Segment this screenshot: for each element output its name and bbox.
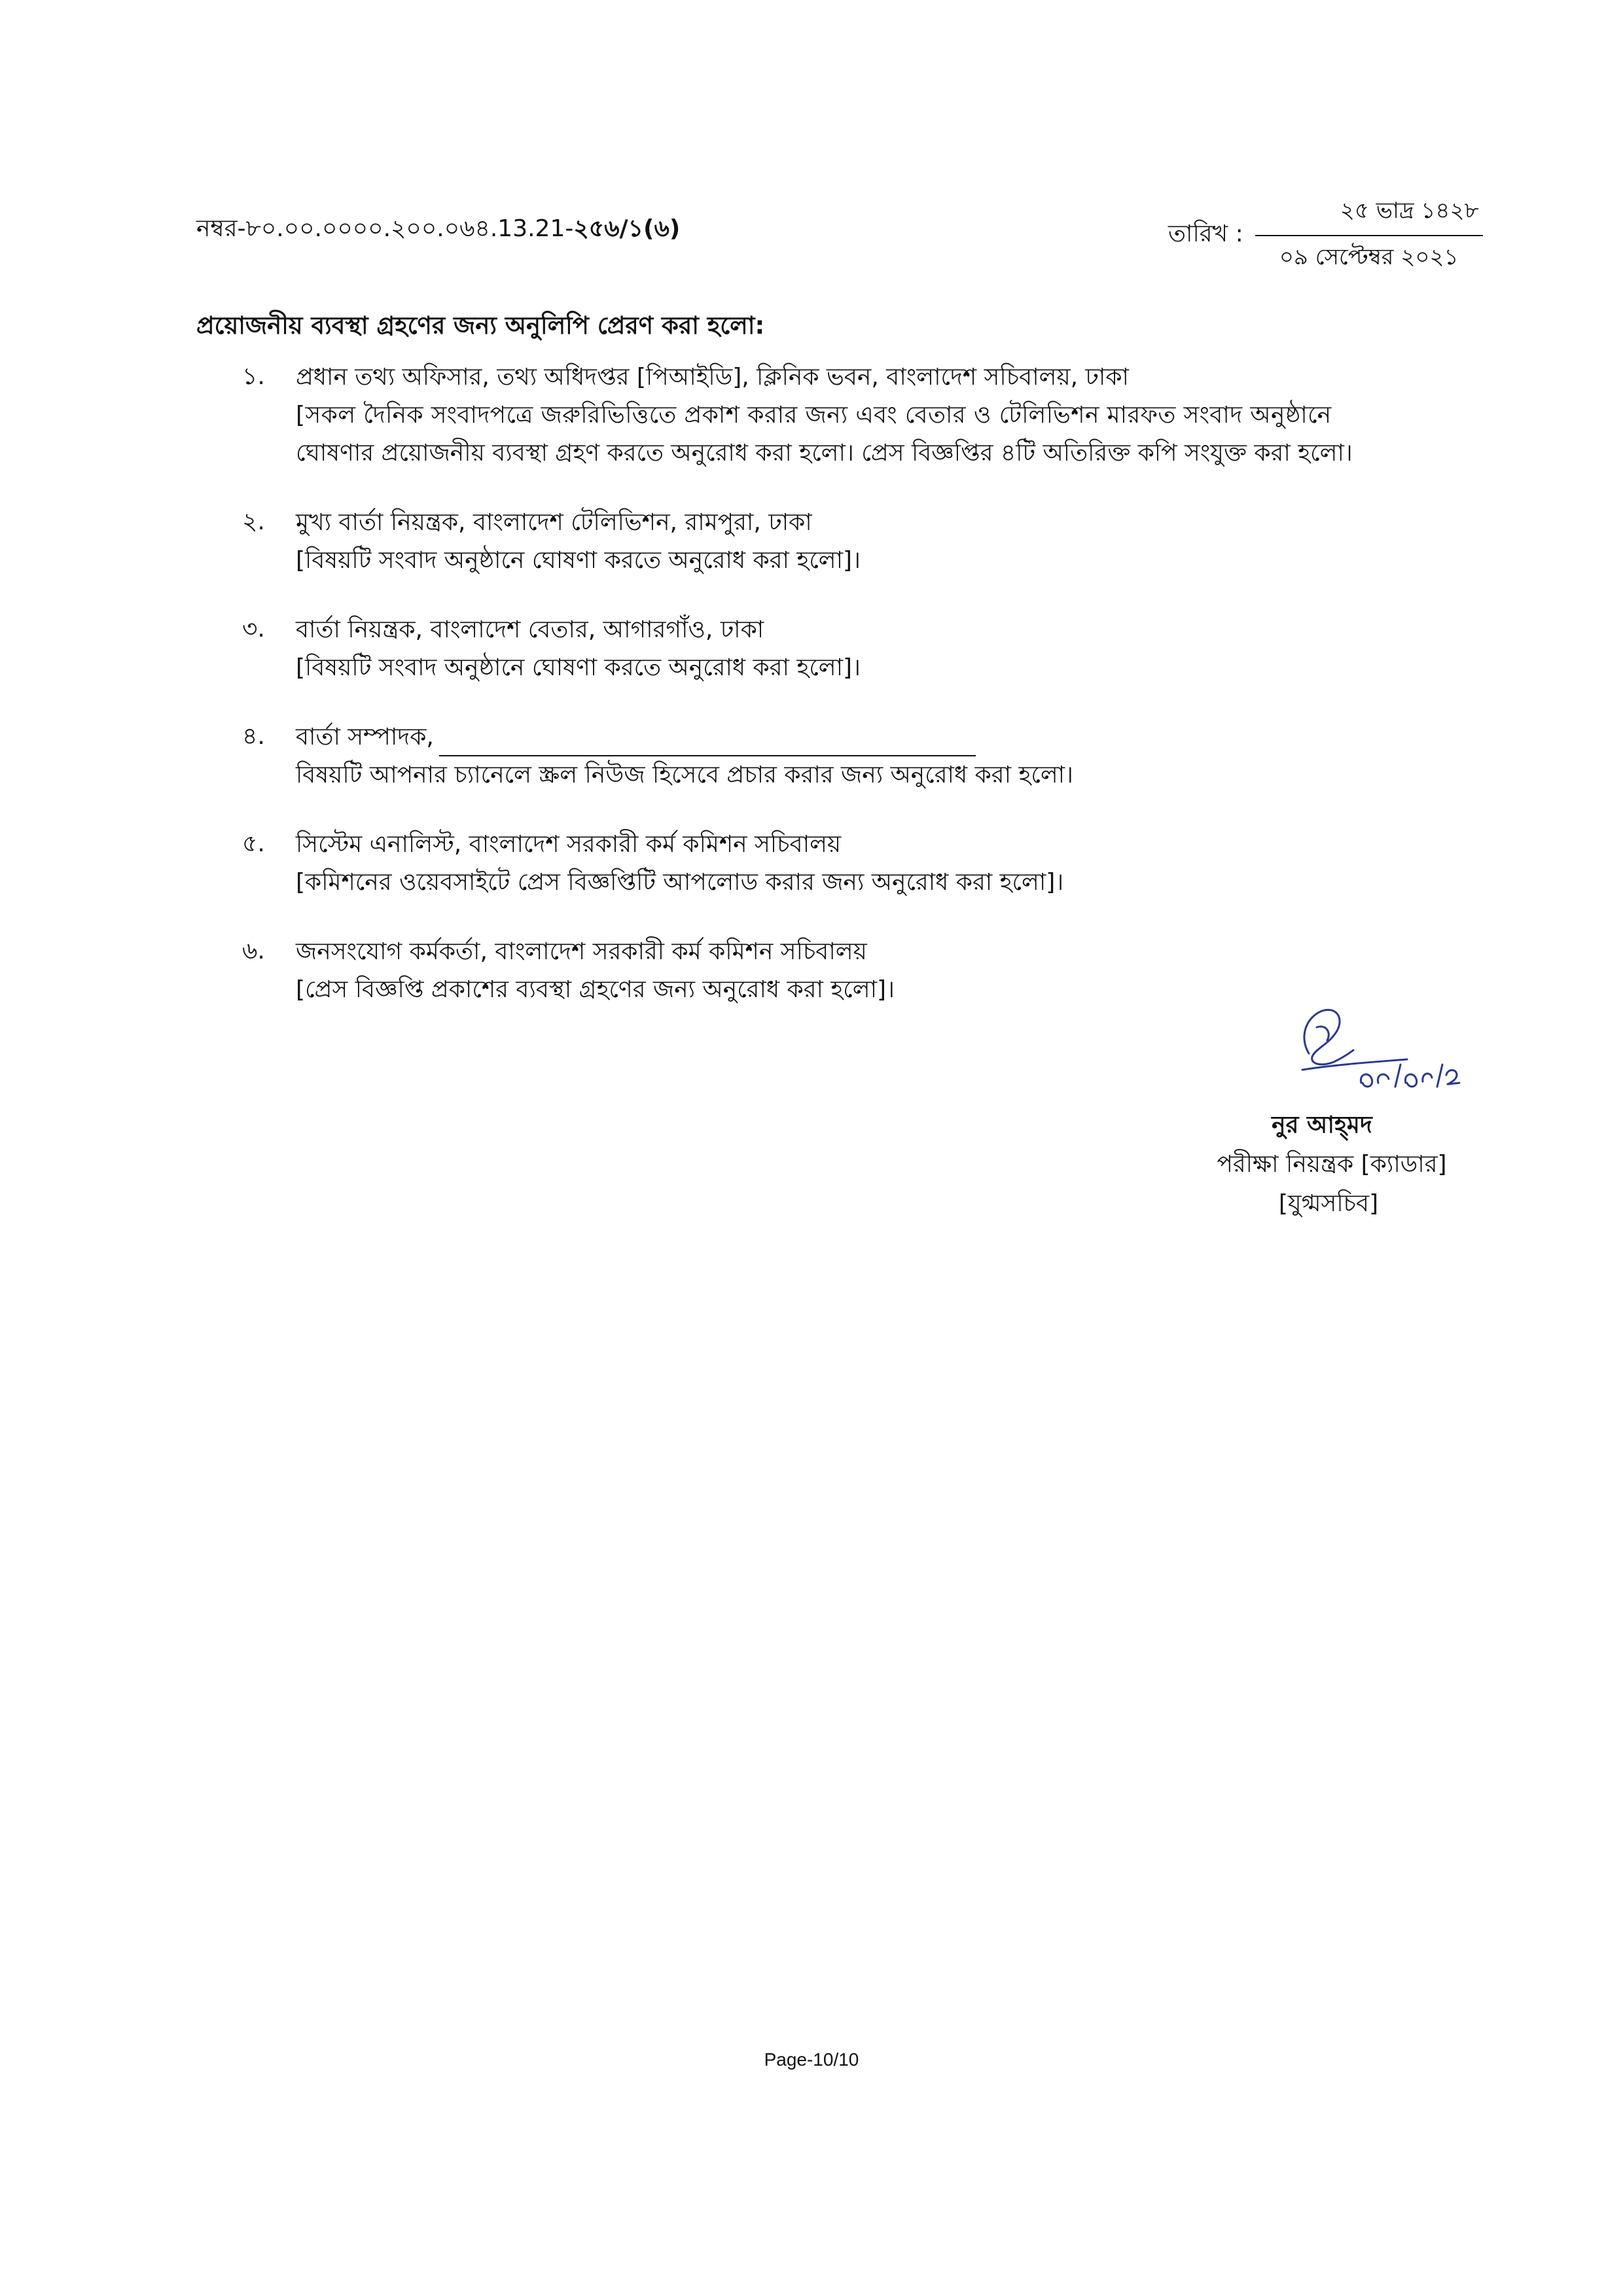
item-recipient: বার্তা সম্পাদক, — [296, 724, 434, 751]
list-item — [242, 504, 1479, 580]
item-recipient-row — [296, 718, 1479, 756]
item-note: [বিষয়টি সংবাদ অনুষ্ঠানে ঘোষণা করতে অনুরোধ করা হলো]। — [296, 654, 861, 681]
date-label: তারিখ : — [1168, 221, 1243, 247]
date-fraction — [1255, 194, 1483, 277]
item-recipient: মুখ্য বার্তা নিয়ন্ত্রক, বাংলাদেশ টেলিভিশন, রামপুরা, ঢাকা — [296, 509, 812, 536]
item-number: ৬. — [242, 938, 265, 964]
item-number: ৫. — [242, 830, 265, 857]
item-body — [296, 504, 1479, 580]
item-note: [সকল দৈনিক সংবাদপত্রে জরুরিভিত্তিতে প্রকাশ করার জন্য এবং বেতার ও টেলিভিশন মারফত সংবাদ অনুষ্ঠানে — [296, 402, 1332, 429]
item-note: [বিষয়টি সংবাদ অনুষ্ঠানে ঘোষণা করতে অনুরোধ করা হলো]। — [296, 547, 861, 574]
item-number: ৩. — [242, 616, 265, 643]
list-item — [242, 826, 1479, 902]
item-number: ৪. — [242, 723, 265, 750]
item-number: ২. — [242, 508, 265, 535]
list-item — [242, 718, 1479, 794]
item-note: [কমিশনের ওয়েবসাইটে প্রেস বিজ্ঞপ্তিটি আপলোড করার জন্য অনুরোধ করা হলো]। — [296, 869, 1064, 896]
memo-number-prefix: নম্বর-৮০.০০.০০০০.২০০.০৬৪.13.21- — [196, 215, 574, 242]
list-item — [242, 359, 1479, 472]
item-recipient: সিস্টেম এনালিস্ট, বাংলাদেশ সরকারী কর্ম কমিশন সচিবালয় — [296, 831, 842, 858]
item-note: বিষয়টি আপনার চ্যানেলে স্ক্রল নিউজ হিসেবে প্রচার করার জন্য অনুরোধ করা হলো। — [296, 762, 1073, 788]
signatory-block — [1165, 1106, 1453, 1224]
date-block — [1168, 194, 1483, 277]
list-item — [242, 611, 1479, 687]
item-recipient: জনসংযোগ কর্মকর্তা, বাংলাদেশ সরকারী কর্ম কমিশন সচিবালয় — [296, 938, 867, 965]
date-english: ০৯ সেপ্টেম্বর ২০২১ — [1279, 244, 1459, 270]
signature-strokes — [1302, 1010, 1459, 1087]
distribution-list — [242, 359, 1479, 1040]
item-body — [296, 826, 1479, 902]
item-note: [প্রেস বিজ্ঞপ্তি প্রকাশের ব্যবস্থা গ্রহণের জন্য অনুরোধ করা হলো]। — [296, 976, 895, 1003]
signatory-name: নুর আহ্‌মদ — [1272, 1112, 1372, 1139]
item-recipient: প্রধান তথ্য অফিসার, তথ্য অধিদপ্তর [পিআইডি], ক্লিনিক ভবন, বাংলাদেশ সচিবালয়, ঢাকা — [296, 364, 1129, 391]
item-body — [296, 359, 1479, 472]
distribution-heading: প্রয়োজনীয় ব্যবস্থা গ্রহণের জন্য অনুলিপি প্রেরণ করা হলো: — [196, 311, 765, 340]
memo-number-suffix: ২৫৬/১(৬) — [573, 215, 681, 242]
date-bangla: ২৫ ভাদ্র ১৪২৮ — [1255, 194, 1483, 236]
signatory-rank: [যুগ্মসচিব] — [1278, 1190, 1379, 1217]
handwritten-signature — [1276, 991, 1472, 1106]
item-body — [296, 718, 1479, 794]
item-note-continued: ঘোষণার প্রয়োজনীয় ব্যবস্থা গ্রহণ করতে অনুরোধ করা হলো। প্রেস বিজ্ঞপ্তির ৪টি অতিরিক্ত কপি সংযুক্ত করা হলো। — [296, 440, 1353, 467]
page-footer: Page-10/10 — [764, 2049, 859, 2070]
item-number: ১. — [242, 363, 265, 390]
blank-fill-line — [439, 730, 976, 756]
memo-number — [196, 211, 680, 250]
item-body — [296, 611, 1479, 687]
item-recipient: বার্তা নিয়ন্ত্রক, বাংলাদেশ বেতার, আগারগাঁও, ঢাকা — [296, 616, 764, 643]
signatory-title: পরীক্ষা নিয়ন্ত্রক [ক্যাডার] — [1217, 1151, 1447, 1178]
